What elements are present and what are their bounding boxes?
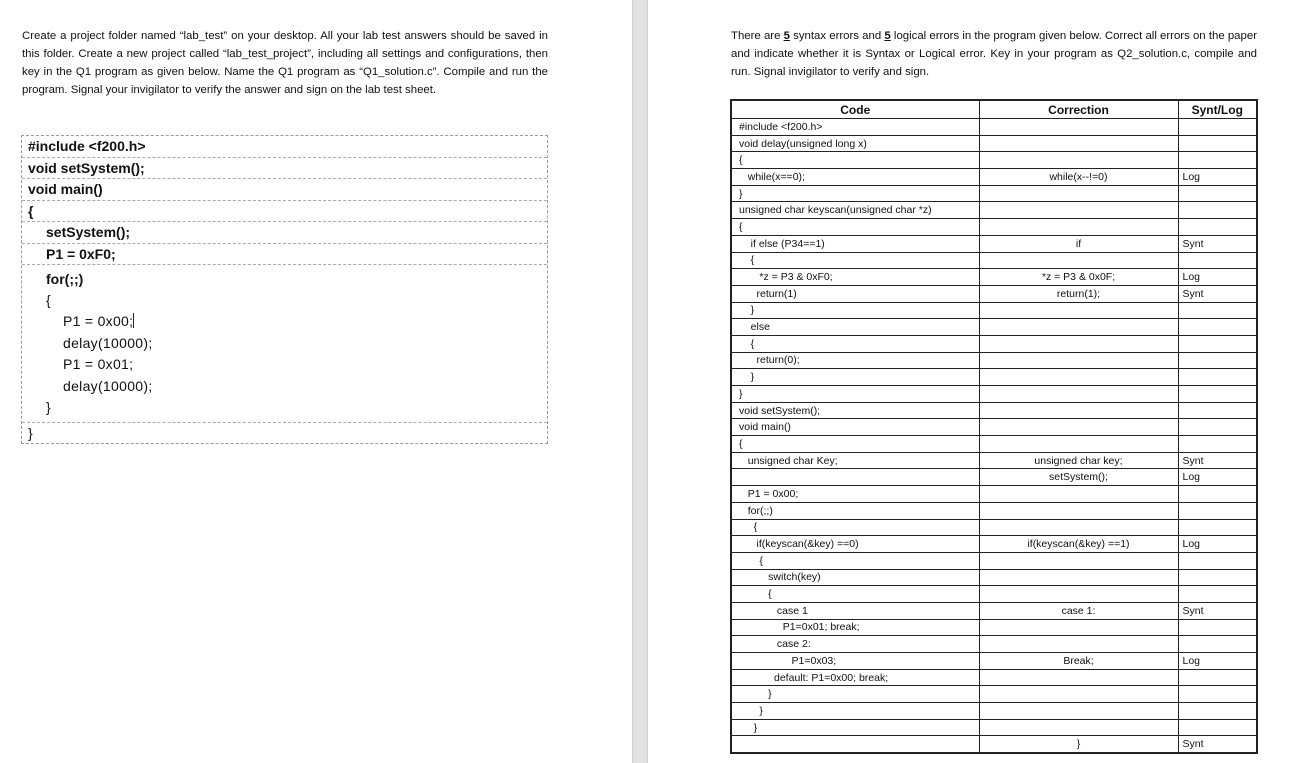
code-cell: unsigned char keyscan(unsigned char *z) [731,202,979,219]
correction-cell [979,302,1178,319]
correction-cell: Break; [979,653,1178,670]
correction-cell [979,669,1178,686]
code-cell: { [731,436,979,453]
correction-cell [979,119,1178,136]
correction-cell [979,219,1178,236]
correction-cell: if(keyscan(&key) ==1) [979,536,1178,553]
code-decl: void setSystem(); [22,158,547,180]
type-cell [1178,252,1257,269]
table-row [731,586,1257,603]
correction-cell [979,586,1178,603]
correction-cell [979,152,1178,169]
type-cell [1178,569,1257,586]
code-cell: } [731,369,979,386]
code-call: setSystem(); [22,222,547,244]
correction-cell [979,369,1178,386]
type-cell: Log [1178,269,1257,286]
correction-cell [979,202,1178,219]
type-cell [1178,436,1257,453]
header-synt-log: Synt/Log [1178,100,1257,119]
table-row [731,319,1257,336]
code-for-close: } [46,399,51,415]
left-page [0,0,632,763]
correction-cell: unsigned char key; [979,452,1178,469]
type-cell [1178,502,1257,519]
code-cell: for(;;) [731,502,979,519]
header-code: Code [731,100,979,119]
q2-instruction [731,27,1257,81]
instr-text: logical errors in the program given below. Correct all errors on the paper and indicate whether it is Syntax or Logical error. Key in your program as Q2_solution.c, compile and run. Signal invigilator to verify and sign. [731,30,1257,78]
code-cell: { [731,219,979,236]
table-row [731,219,1257,236]
table-row [731,252,1257,269]
correction-cell [979,552,1178,569]
type-cell [1178,586,1257,603]
correction-cell [979,252,1178,269]
type-cell: Log [1178,653,1257,670]
code-cell: void delay(unsigned long x) [731,135,979,152]
type-cell: Synt [1178,285,1257,302]
table-row [731,653,1257,670]
table-row [731,302,1257,319]
correction-cell: *z = P3 & 0x0F; [979,269,1178,286]
code-main: void main() [22,179,547,201]
table-row [731,135,1257,152]
code-cell: } [731,686,979,703]
type-cell: Synt [1178,602,1257,619]
code-cell: return(0); [731,352,979,369]
table-row [731,486,1257,503]
code-cell: return(1) [731,285,979,302]
code-cell: case 2: [731,636,979,653]
table-row [731,369,1257,386]
correction-cell [979,135,1178,152]
table-row [731,335,1257,352]
correction-cell [979,386,1178,403]
type-cell [1178,619,1257,636]
correction-cell [979,703,1178,720]
table-row [731,402,1257,419]
logical-count: 5 [884,30,891,42]
correction-cell [979,636,1178,653]
table-row [731,469,1257,486]
type-cell [1178,152,1257,169]
type-cell [1178,185,1257,202]
text-cursor [133,313,134,328]
table-row [731,202,1257,219]
type-cell [1178,552,1257,569]
error-table-body [731,119,1257,754]
type-cell [1178,202,1257,219]
type-cell: Synt [1178,736,1257,753]
code-close-brace: } [28,425,33,441]
code-cell: } [731,302,979,319]
correction-cell: case 1: [979,602,1178,619]
code-body-line: P1 = 0x01; [63,356,134,372]
correction-cell [979,619,1178,636]
header-correction: Correction [979,100,1178,119]
code-cell: } [731,386,979,403]
type-cell: Log [1178,536,1257,553]
table-row [731,152,1257,169]
table-row [731,269,1257,286]
code-cell: { [731,519,979,536]
correction-cell: while(x--!=0) [979,169,1178,186]
correction-cell [979,486,1178,503]
error-correction-table [730,99,1258,754]
table-row [731,736,1257,753]
table-row [731,636,1257,653]
page-gutter [632,0,648,763]
table-row [731,619,1257,636]
type-cell [1178,335,1257,352]
table-row [731,502,1257,519]
table-row [731,703,1257,720]
type-cell: Synt [1178,452,1257,469]
table-row [731,536,1257,553]
correction-cell [979,436,1178,453]
table-row [731,436,1257,453]
right-page [648,0,1302,763]
type-cell [1178,719,1257,736]
table-row [731,569,1257,586]
code-cell: { [731,586,979,603]
code-cell: { [731,252,979,269]
type-cell [1178,686,1257,703]
code-cell: } [731,703,979,720]
code-open-brace: { [22,201,547,223]
code-cell: void main() [731,419,979,436]
type-cell [1178,669,1257,686]
type-cell: Log [1178,169,1257,186]
type-cell [1178,135,1257,152]
table-row [731,602,1257,619]
correction-cell: if [979,235,1178,252]
table-row [731,119,1257,136]
code-cell: #include <f200.h> [731,119,979,136]
code-cell [731,736,979,753]
table-row [731,352,1257,369]
correction-cell [979,335,1178,352]
q1-instruction: Create a project folder named “lab_test” on your desktop. All your lab test answers should be saved in this folder. Create a new project called “lab_test_project”, including all settings and configurations, then key in the Q1 program as given below. Name the Q1 program as “Q1_solution.c”. Compile and run the program. Signal your invigilator to verify the answer and sign on the lab test sheet. [22,30,548,96]
code-cell: unsigned char Key; [731,452,979,469]
table-row [731,669,1257,686]
table-row [731,552,1257,569]
syntax-count: 5 [783,30,790,42]
code-cell: } [731,719,979,736]
code-for-open: { [46,292,51,308]
code-body-line[interactable] [46,311,547,333]
code-cell: default: P1=0x00; break; [731,669,979,686]
type-cell [1178,219,1257,236]
table-row [731,169,1257,186]
type-cell [1178,636,1257,653]
code-cell: P1 = 0x00; [731,486,979,503]
code-cell: { [731,152,979,169]
correction-cell [979,402,1178,419]
table-row [731,519,1257,536]
correction-cell [979,519,1178,536]
code-cell: P1=0x03; [731,653,979,670]
table-row [731,686,1257,703]
code-include: #include <f200.h> [22,136,547,158]
code-cell: } [731,185,979,202]
correction-cell: return(1); [979,285,1178,302]
type-cell [1178,352,1257,369]
code-init: P1 = 0xF0; [22,244,547,266]
table-row [731,452,1257,469]
table-row [731,235,1257,252]
correction-cell [979,185,1178,202]
type-cell: Synt [1178,235,1257,252]
code-cell: else [731,319,979,336]
q1-code-box [21,135,548,444]
code-cell [731,469,979,486]
correction-cell [979,319,1178,336]
type-cell [1178,703,1257,720]
table-row [731,285,1257,302]
table-row [731,185,1257,202]
code-cell: P1=0x01; break; [731,619,979,636]
type-cell [1178,519,1257,536]
correction-cell [979,352,1178,369]
table-row [731,719,1257,736]
type-cell [1178,386,1257,403]
code-for-block [22,265,547,423]
code-cell: if else (P34==1) [731,235,979,252]
code-cell: case 1 [731,602,979,619]
table-row [731,419,1257,436]
table-row [731,386,1257,403]
type-cell [1178,486,1257,503]
code-for: for(;;) [46,271,84,287]
correction-cell [979,686,1178,703]
type-cell [1178,302,1257,319]
correction-cell [979,502,1178,519]
code-cell: *z = P3 & 0xF0; [731,269,979,286]
code-cell: void setSystem(); [731,402,979,419]
code-body-line: delay(10000); [63,334,153,351]
type-cell [1178,369,1257,386]
type-cell: Log [1178,469,1257,486]
code-cell: { [731,335,979,352]
instr-text: There are [731,30,784,42]
code-cell: switch(key) [731,569,979,586]
correction-cell [979,569,1178,586]
type-cell [1178,319,1257,336]
type-cell [1178,402,1257,419]
code-cell: if(keyscan(&key) ==0) [731,536,979,553]
type-cell [1178,119,1257,136]
type-cell [1178,419,1257,436]
code-cell: { [731,552,979,569]
code-cell: while(x==0); [731,169,979,186]
correction-cell [979,419,1178,436]
code-body-line: delay(10000); [63,377,153,394]
correction-cell: } [979,736,1178,753]
code-body-text: P1 = 0x00; [63,313,134,329]
correction-cell [979,719,1178,736]
instr-text: syntax errors and [789,30,885,42]
correction-cell: setSystem(); [979,469,1178,486]
